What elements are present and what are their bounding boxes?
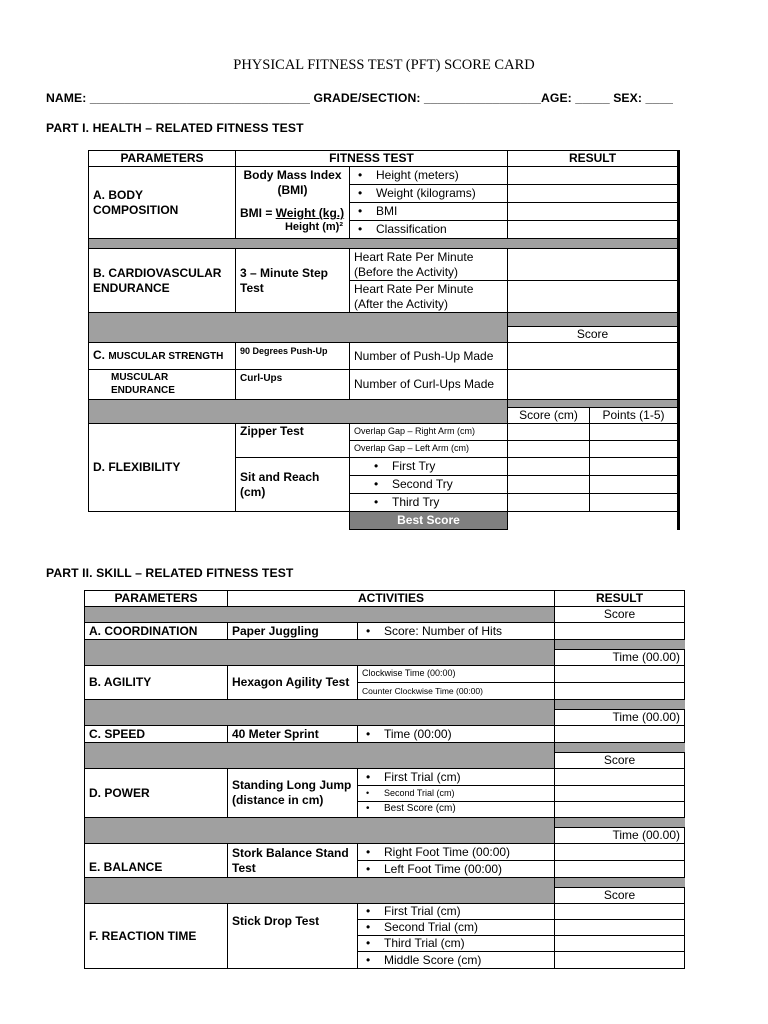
result-cell[interactable]	[555, 802, 685, 818]
cardio-label: B. CARDIOVASCULAR ENDURANCE	[89, 249, 236, 313]
points-cell[interactable]	[590, 494, 679, 512]
result-cell[interactable]	[508, 281, 679, 313]
coordination-item: • Score: Number of Hits	[358, 623, 555, 640]
gray-separator	[85, 640, 555, 666]
result-cell[interactable]	[508, 167, 679, 185]
power-activity: Standing Long Jump (distance in cm)	[228, 769, 358, 818]
header-parameters: PARAMETERS	[89, 151, 236, 167]
header-result: RESULT	[508, 151, 679, 167]
result-cell[interactable]	[508, 203, 679, 221]
result-cell[interactable]	[555, 861, 685, 878]
points-cell[interactable]	[590, 441, 679, 458]
curlup-test-name: Curl-Ups	[236, 370, 350, 400]
points-cell[interactable]	[590, 458, 679, 476]
result-cell[interactable]	[555, 769, 685, 786]
part1-heading: PART I. HEALTH – RELATED FITNESS TEST	[46, 121, 304, 135]
best-score-label: Best Score	[350, 512, 508, 530]
skill-fitness-table	[84, 590, 685, 969]
flexibility-label: D. FLEXIBILITY	[89, 424, 236, 512]
sit-reach-item: • Second Try	[350, 476, 508, 494]
gray-separator	[85, 878, 555, 904]
agility-item: Clockwise Time (00:00)	[358, 666, 555, 683]
result-cell[interactable]	[555, 844, 685, 861]
zipper-test-name: Zipper Test	[236, 424, 350, 458]
body-composition-label: A. BODY COMPOSITION	[89, 167, 236, 239]
gray-separator	[555, 743, 685, 753]
part2-heading: PART II. SKILL – RELATED FITNESS TEST	[46, 566, 294, 580]
sit-reach-test-name: Sit and Reach (cm)	[236, 458, 350, 512]
bmi-item: • BMI	[350, 203, 508, 221]
pushup-item: Number of Push-Up Made	[350, 343, 508, 370]
balance-activity: Stork Balance Stand Test	[228, 844, 358, 878]
gray-separator	[85, 818, 555, 844]
cardio-item: Heart Rate Per Minute (Before the Activity)	[350, 249, 508, 281]
coordination-activity: Paper Juggling	[228, 623, 358, 640]
gray-separator	[555, 640, 685, 650]
result-cell[interactable]	[508, 370, 679, 400]
gray-separator	[89, 239, 679, 249]
result-cell[interactable]	[508, 249, 679, 281]
header-activities: ACTIVITIES	[228, 591, 555, 607]
zipper-item: Overlap Gap – Left Arm (cm)	[350, 441, 508, 458]
gray-separator	[89, 313, 508, 343]
balance-label: E. BALANCE	[85, 844, 228, 878]
power-item: • First Trial (cm)	[358, 769, 555, 786]
step-test-name: 3 – Minute Step Test	[236, 249, 350, 313]
power-label: D. POWER	[85, 769, 228, 818]
gray-separator	[85, 607, 555, 623]
agility-activity: Hexagon Agility Test	[228, 666, 358, 700]
agility-item: Counter Clockwise Time (00:00)	[358, 683, 555, 700]
result-cell[interactable]	[555, 936, 685, 952]
balance-item: • Right Foot Time (00:00)	[358, 844, 555, 861]
flex-score-header: Score (cm)	[508, 408, 590, 424]
result-cell[interactable]	[555, 920, 685, 936]
gray-separator	[508, 400, 679, 408]
agility-label: B. AGILITY	[85, 666, 228, 700]
sit-reach-item: • Third Try	[350, 494, 508, 512]
muscular-strength-label: C. MUSCULAR STRENGTH	[89, 343, 236, 370]
bmi-item: • Height (meters)	[350, 167, 508, 185]
gray-separator	[555, 700, 685, 710]
bmi-formula-numerator: Weight (kg.)	[275, 206, 345, 220]
gray-separator	[508, 313, 679, 327]
reaction-item: • Middle Score (cm)	[358, 952, 555, 969]
bmi-item: • Weight (kilograms)	[350, 185, 508, 203]
bmi-formula-prefix: BMI =	[240, 206, 276, 220]
bmi-test-cell	[236, 167, 350, 239]
power-item: • Second Trial (cm)	[358, 786, 555, 802]
gray-separator	[85, 700, 555, 726]
zipper-item: Overlap Gap – Right Arm (cm)	[350, 424, 508, 441]
result-cell[interactable]	[508, 221, 679, 239]
flex-points-header: Points (1-5)	[590, 408, 679, 424]
reaction-time-label: F. REACTION TIME	[85, 904, 228, 969]
result-header: Time (00.00)	[555, 650, 685, 666]
speed-item: • Time (00:00)	[358, 726, 555, 743]
score-cell[interactable]	[508, 441, 590, 458]
result-cell[interactable]	[555, 683, 685, 700]
curlup-item: Number of Curl-Ups Made	[350, 370, 508, 400]
result-header: Score	[555, 753, 685, 769]
bmi-formula-denominator: Height (m)²	[284, 221, 343, 233]
student-info-line: NAME: ________________________________ GRADE/SECTION: _________________AGE: _____ SEX: ____	[46, 91, 674, 105]
bmi-test-name: Body Mass Index (BMI)	[243, 168, 342, 197]
gray-separator	[89, 400, 508, 424]
score-cell[interactable]	[508, 424, 590, 441]
page-title: PHYSICAL FITNESS TEST (PFT) SCORE CARD	[233, 57, 535, 73]
score-header: Score	[508, 327, 679, 343]
speed-label: C. SPEED	[85, 726, 228, 743]
result-cell[interactable]	[555, 666, 685, 683]
result-header: Score	[555, 888, 685, 904]
result-cell[interactable]	[555, 623, 685, 640]
header-result: RESULT	[555, 591, 685, 607]
score-cell[interactable]	[508, 494, 590, 512]
result-cell[interactable]	[555, 786, 685, 802]
reaction-item: • Third Trial (cm)	[358, 936, 555, 952]
speed-activity: 40 Meter Sprint	[228, 726, 358, 743]
muscular-endurance-label: MUSCULAR ENDURANCE	[89, 370, 236, 400]
coordination-label: A. COORDINATION	[85, 623, 228, 640]
score-cell[interactable]	[508, 476, 590, 494]
balance-item: • Left Foot Time (00:00)	[358, 861, 555, 878]
gray-separator	[85, 743, 555, 769]
health-fitness-table	[88, 150, 680, 530]
header-fitness-test: FITNESS TEST	[236, 151, 508, 167]
points-cell[interactable]	[590, 476, 679, 494]
result-cell[interactable]	[555, 726, 685, 743]
bmi-item: • Classification	[350, 221, 508, 239]
reaction-item: • Second Trial (cm)	[358, 920, 555, 936]
reaction-activity: Stick Drop Test	[228, 904, 358, 969]
result-header: Score	[555, 607, 685, 623]
header-parameters: PARAMETERS	[85, 591, 228, 607]
result-header: Time (00.00)	[555, 710, 685, 726]
pushup-test-name: 90 Degrees Push-Up	[236, 343, 350, 370]
result-cell[interactable]	[508, 343, 679, 370]
power-item: • Best Score (cm)	[358, 802, 555, 818]
result-cell[interactable]	[555, 952, 685, 969]
result-cell[interactable]	[508, 185, 679, 203]
result-cell[interactable]	[555, 904, 685, 920]
score-cell[interactable]	[508, 458, 590, 476]
gray-separator	[555, 818, 685, 828]
points-cell[interactable]	[590, 424, 679, 441]
result-header: Time (00.00)	[555, 828, 685, 844]
sit-reach-item: • First Try	[350, 458, 508, 476]
cardio-item: Heart Rate Per Minute (After the Activity)	[350, 281, 508, 313]
reaction-item: • First Trial (cm)	[358, 904, 555, 920]
gray-separator	[555, 878, 685, 888]
